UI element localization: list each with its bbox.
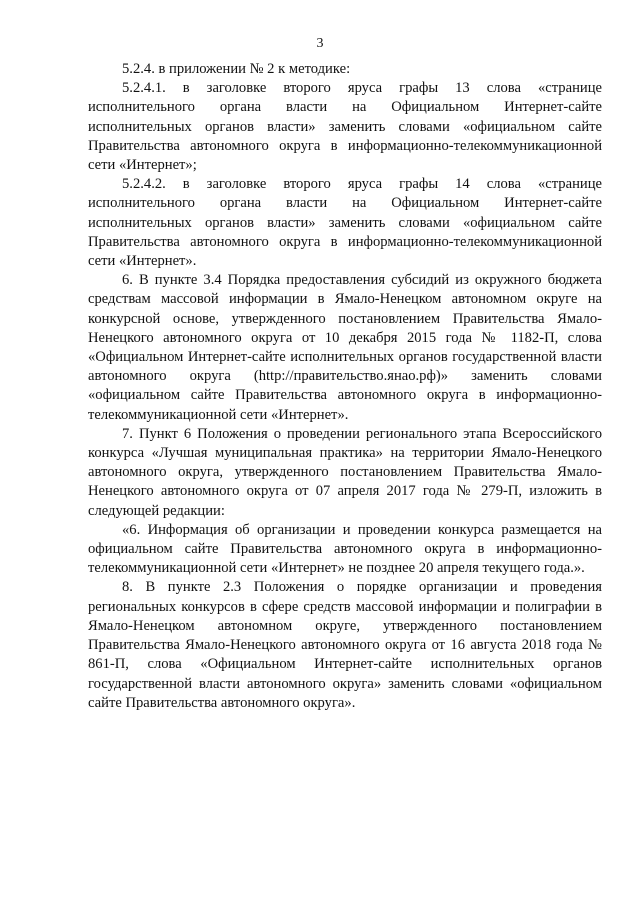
- document-body: [88, 60, 602, 713]
- paragraph-7: 7. Пункт 6 Положения о проведении регионального этапа Всероссийского конкурса «Лучшая муниципальная практика» на территории Ямало-Ненецкого автономного округа, утвержденного постановлением Правительства Ямало-Ненецкого автономного округа от 07 апреля 2017 года № 279-П, изложить в следующей редакции:: [88, 425, 602, 519]
- paragraph-7-quote: «6. Информация об организации и проведении конкурса размещается на официальном сайте Правительства автономного округа в информационно-телекоммуникационной сети «Интернет» не позднее 20 апреля текущего года.».: [88, 521, 602, 577]
- paragraph-5-2-4: 5.2.4. в приложении № 2 к методике:: [122, 61, 351, 77]
- paragraph-8: 8. В пункте 2.3 Положения о порядке организации и проведения региональных конкурсов в сфере средств массовой информации и полиграфии в Ямало-Ненецком автономном округе, утвержденного постановлением Правительства Ямало-Ненецкого автономного округа от 16 августа 2018 года № 861-П, слова «Официальном Интернет-сайте исполнительных органов государственной власти автономного округа» заменить словами «официальном сайте Правительства автономного округа».: [88, 579, 602, 711]
- paragraph-5-2-4-2: 5.2.4.2. в заголовке второго яруса графы 14 слова «странице исполнительного органа власти на Официальном Интернет-сайте исполнительных органов власти» заменить словами «официальном сайте Правительства автономного округа в информационно-телекоммуникационной сети «Интернет».: [88, 176, 602, 270]
- page-number: 3: [316, 36, 324, 51]
- paragraph-6: 6. В пункте 3.4 Порядка предоставления субсидий из окружного бюджета средствам массовой информации в Ямало-Ненецком автономном округе на конкурсной основе, утвержденного постановлением Правительства Ямало-Ненецкого автономного округа от 10 декабря 2015 года № 1182-П, слова «Официальном Интернет-сайте исполнительных органов государственной власти автономного округа (http://правительство.янао.рф)» заменить словами «официальном сайте Правительства автономного округа в информационно-телекоммуникационной сети «Интернет».: [88, 272, 602, 423]
- paragraph-5-2-4-1: 5.2.4.1. в заголовке второго яруса графы 13 слова «странице исполнительного органа власти на Официальном Интернет-сайте исполнительных органов власти» заменить словами «официальном сайте Правительства автономного округа в информационно-телекоммуникационной сети «Интернет»;: [88, 80, 602, 174]
